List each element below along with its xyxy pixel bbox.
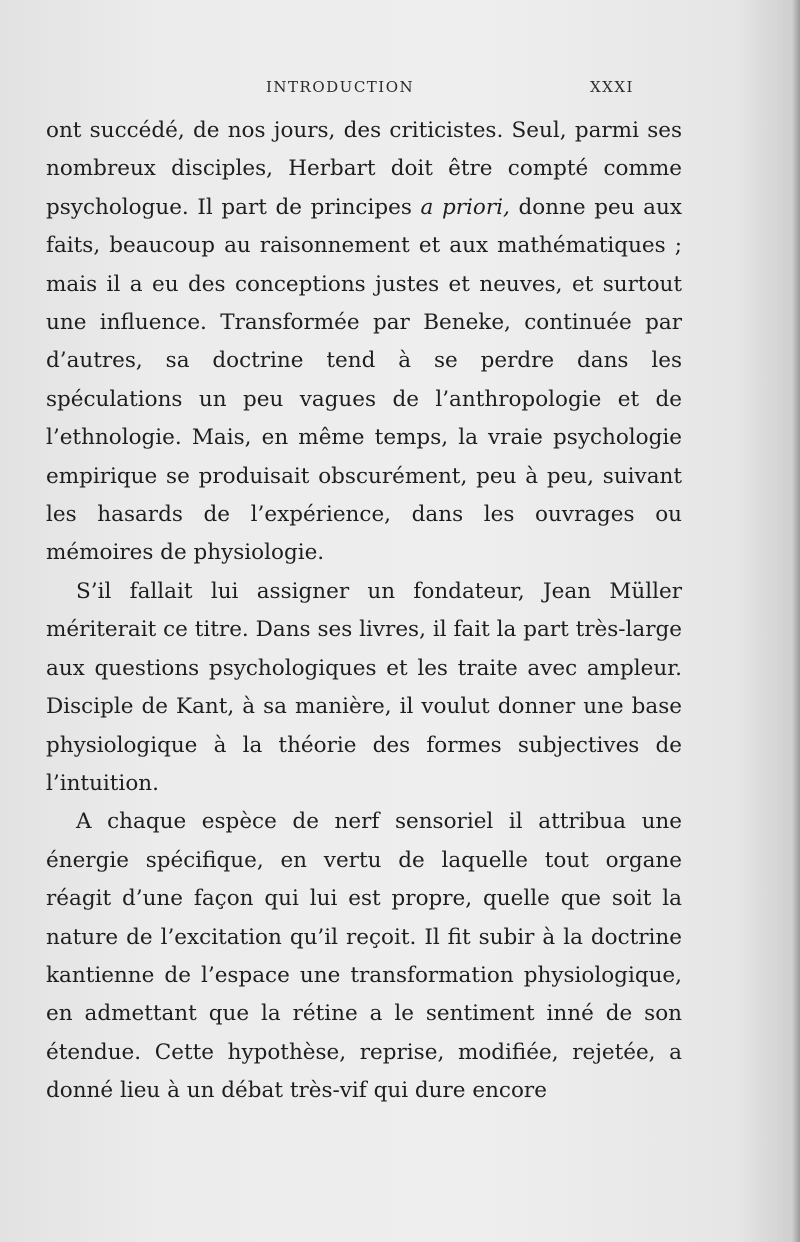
running-head: INTRODUCTION bbox=[266, 78, 415, 96]
paragraph-1-text-b: donne peu aux faits, beaucoup au raisonnement et aux mathématiques ; mais il a eu des conceptions justes et neuves, et surtout une influence. Transformée par Beneke, continuée par d’autres, sa doctrine tend à se perdre dans les spéculations un peu vagues de l’anthropologie et de l’ethnologie. Mais, en même temps, la vraie psychologie empirique se produisait obscurément, peu à peu, suivant les hasards de l’expérience, dans les ouvrages ou mémoires de physiologie. bbox=[46, 194, 682, 566]
page-number: XXXI bbox=[590, 78, 634, 96]
paragraph-3: A chaque espèce de nerf sensoriel il attribua une énergie spécifique, en vertu de laquelle tout organe réagit d’une façon qui lui est propre, quelle que soit la nature de l’excitation qu’il reçoit. Il fit subir à la doctrine kantienne de l’espace une transformation physiologique, en admettant que la rétine a le sentiment inné de son étendue. Cette hypothèse, reprise, modifiée, rejetée, a donné lieu à un débat très-vif qui dure encore bbox=[46, 809, 682, 1104]
page-header bbox=[0, 78, 800, 102]
body-text bbox=[46, 112, 682, 1111]
paragraph-2: S’il fallait lui assigner un fondateur, Jean Müller mériterait ce titre. Dans ses livres, il fait la part très-large aux questions psychologiques et les traite avec ampleur. Disciple de Kant, à sa manière, il voulut donner une base physiologique à la théorie des formes subjectives de l’intuition. bbox=[46, 578, 682, 796]
paragraph-1 bbox=[46, 112, 682, 573]
paragraph-1-text-a: ont succédé, de nos jours, des criticistes. Seul, parmi ses nombreux disciples, Herbart doit être compté comme psychologue. Il part de principes bbox=[46, 118, 682, 220]
italic-a-priori: a priori, bbox=[420, 194, 510, 220]
